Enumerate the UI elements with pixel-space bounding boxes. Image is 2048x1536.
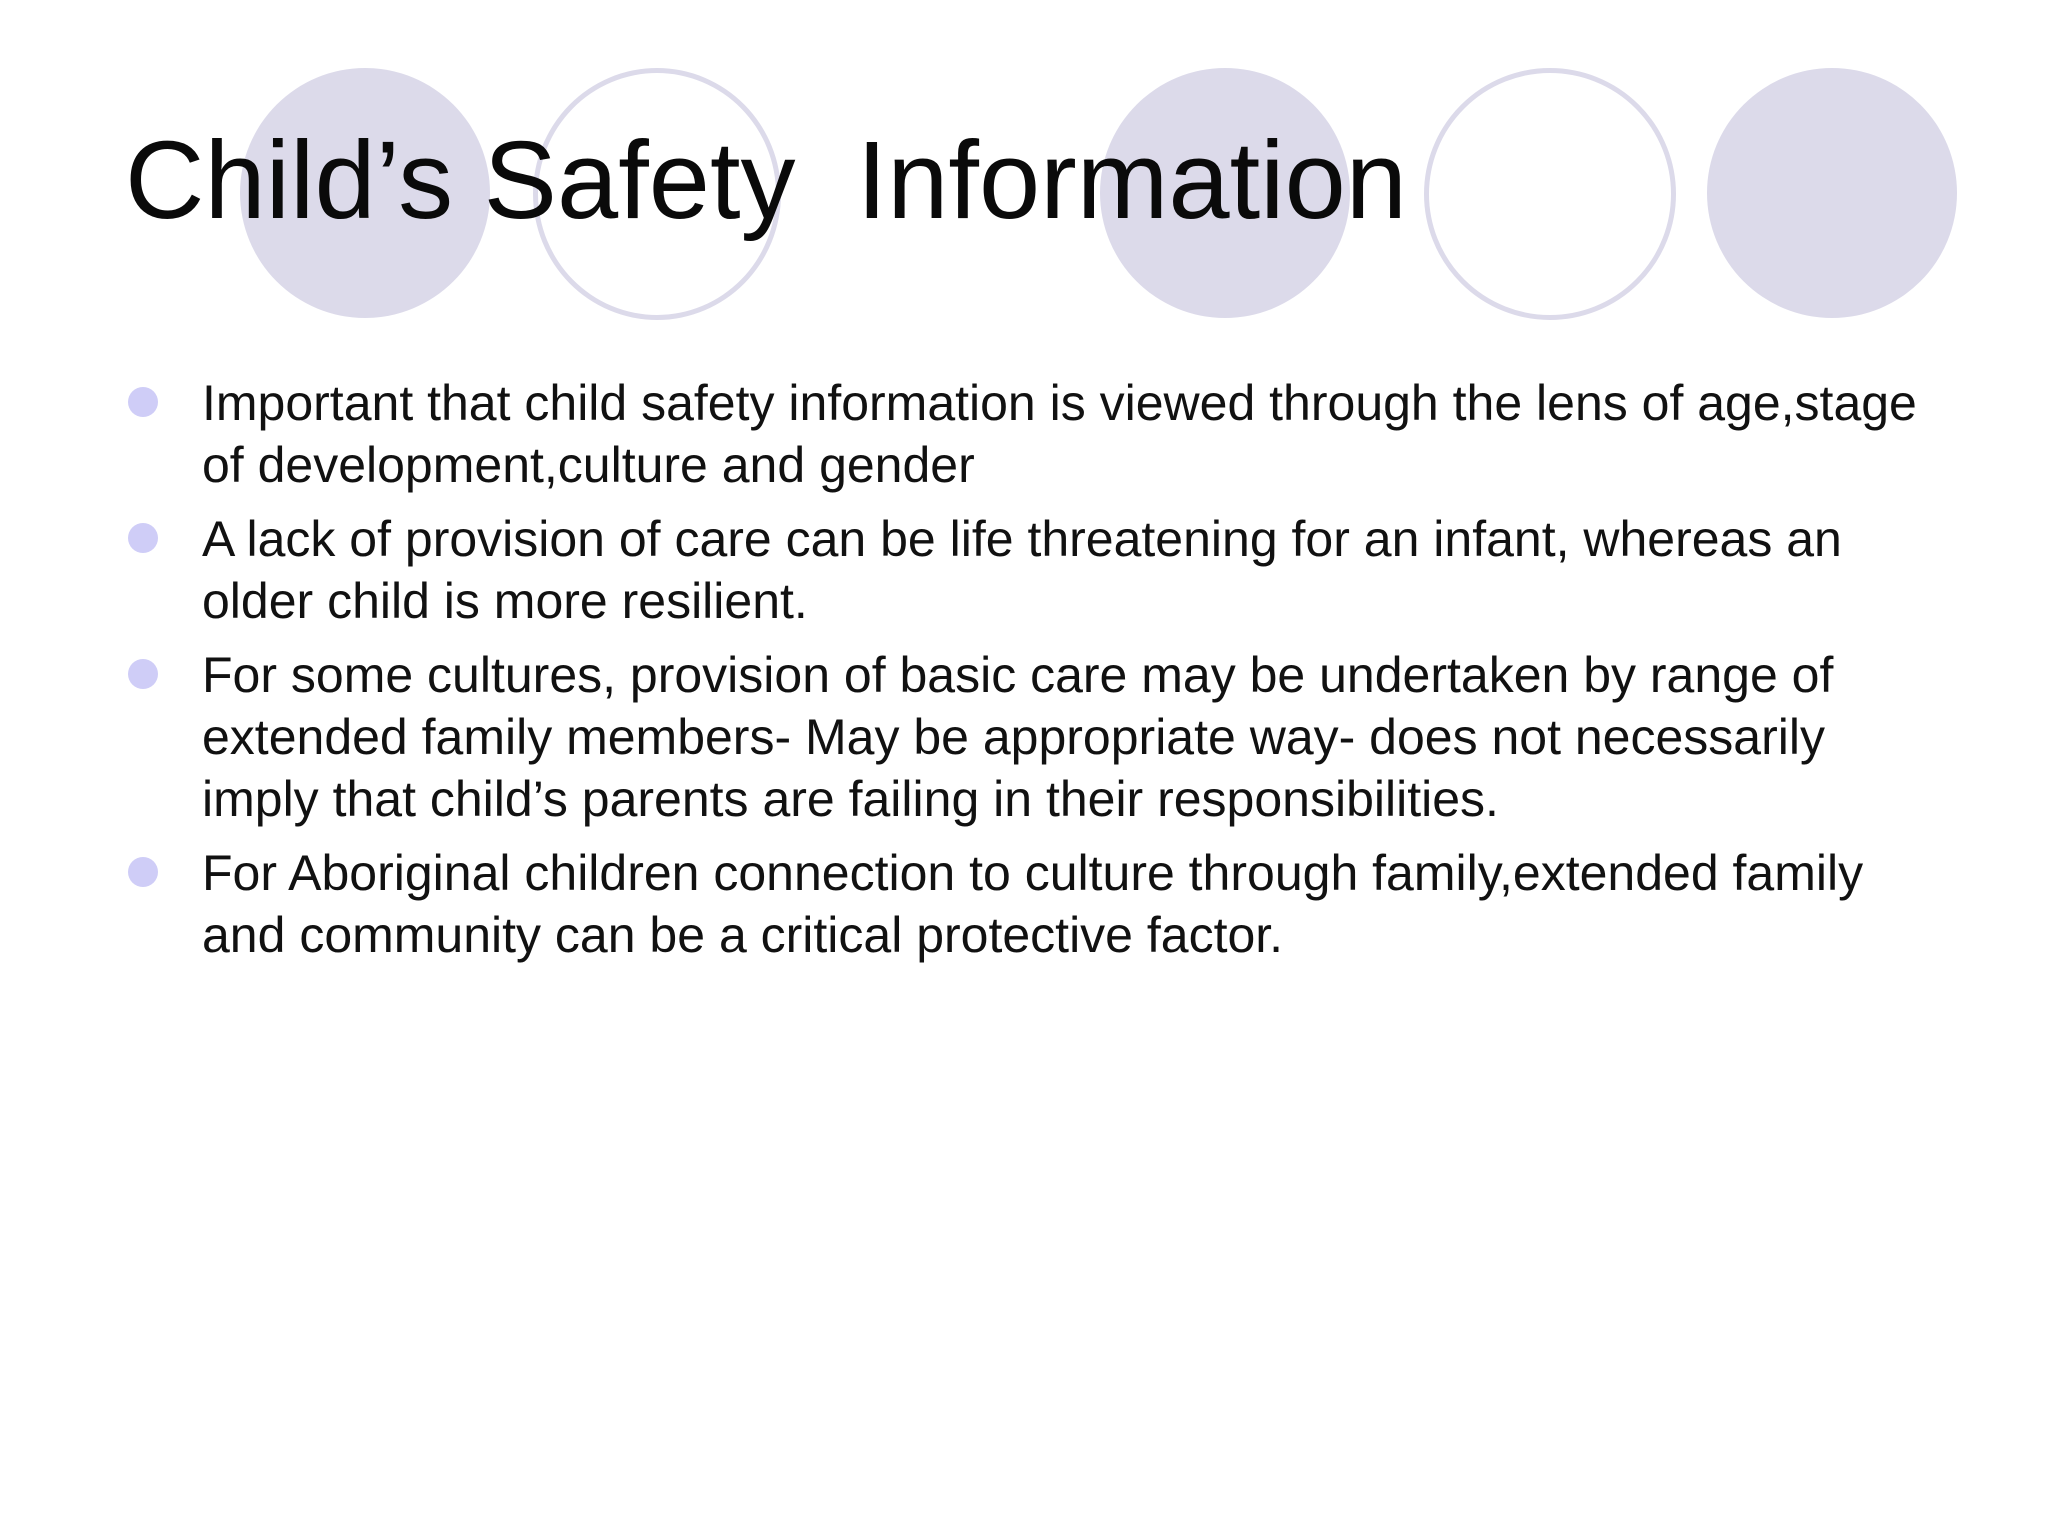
slide-title: Child’s Safety Information <box>125 119 1407 242</box>
bullet-item <box>125 372 1925 496</box>
bullet-item <box>125 644 1925 830</box>
bullet-item <box>125 508 1925 632</box>
bullet-dot-icon <box>128 387 158 417</box>
bullet-list <box>125 372 1925 978</box>
bullet-dot-icon <box>128 523 158 553</box>
bullet-dot-icon <box>128 659 158 689</box>
bullet-text: For some cultures, provision of basic care may be undertaken by range of extended family members- May be appropriate way- does not necessarily imply that child’s parents are failing in their responsibilities. <box>202 647 1834 827</box>
decorative-circle-ring-2 <box>1424 68 1676 320</box>
decorative-circle-filled-3 <box>1707 68 1957 318</box>
bullet-item <box>125 842 1925 966</box>
bullet-text: A lack of provision of care can be life threatening for an infant, whereas an older child is more resilient. <box>202 511 1842 629</box>
bullet-text: Important that child safety information is viewed through the lens of age,stage of development,culture and gender <box>202 375 1917 493</box>
bullet-text: For Aboriginal children connection to culture through family,extended family and community can be a critical protective factor. <box>202 845 1864 963</box>
bullet-dot-icon <box>128 857 158 887</box>
